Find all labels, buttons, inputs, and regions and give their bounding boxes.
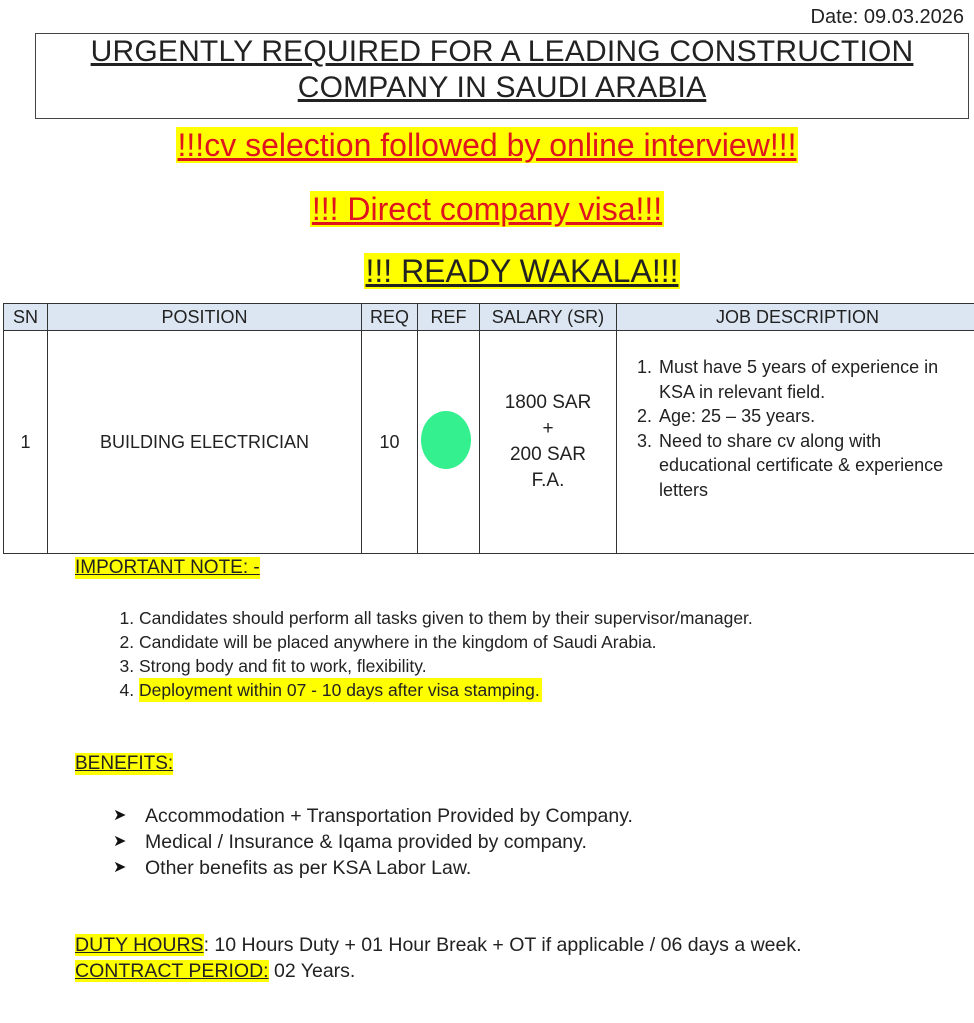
job-description-list — [617, 355, 974, 502]
duty-hours-label: DUTY HOURS — [75, 934, 204, 956]
list-item: 2. Age: 25 – 35 years. — [657, 404, 974, 429]
cv-selection-banner — [0, 126, 974, 164]
cell-req: 10 — [362, 331, 418, 554]
table-row — [4, 331, 974, 554]
important-note-label: IMPORTANT NOTE: - — [75, 557, 260, 578]
title-line-2: COMPANY IN SAUDI ARABIA — [297, 71, 707, 104]
list-item: 3. Need to share cv along with educational certificate & experience letters — [657, 429, 974, 503]
job-table — [3, 303, 974, 554]
document-date: Date: 09.03.2026 — [810, 6, 964, 28]
cell-sn: 1 — [4, 331, 48, 554]
ready-wakala-banner — [35, 252, 974, 290]
cell-ref — [418, 331, 480, 554]
salary-fa-label: F.A. — [531, 470, 565, 491]
arrow-bullet-icon: ➤ — [113, 833, 127, 850]
benefit-text: Other benefits as per KSA Labor Law. — [145, 857, 472, 879]
salary-basic: 1800 SAR — [504, 392, 592, 413]
title-box — [35, 33, 969, 119]
list-item: 2. Candidate will be placed anywhere in the kingdom of Saudi Arabia. — [139, 630, 753, 654]
arrow-bullet-icon: ➤ — [113, 807, 127, 824]
duty-hours-value: : 10 Hours Duty + 01 Hour Break + OT if applicable / 06 days a week. — [203, 934, 802, 956]
cv-selection-text: !!!cv selection followed by online interview!!! — [177, 127, 797, 163]
contract-period-value: 02 Years. — [268, 960, 356, 982]
header-job-description: JOB DESCRIPTION — [617, 304, 974, 331]
duty-hours-line — [75, 932, 802, 958]
cell-position: BUILDING ELECTRICIAN — [48, 331, 362, 554]
list-item-highlighted: 4. Deployment within 07 - 10 days after visa stamping. — [139, 678, 542, 702]
header-req: REQ — [362, 304, 418, 331]
cell-job-description — [617, 331, 974, 554]
ready-wakala-text: !!! READY WAKALA!!! — [365, 253, 679, 289]
direct-visa-text: !!! Direct company visa!!! — [311, 191, 663, 227]
benefit-text: Medical / Insurance & Iqama provided by company. — [145, 831, 587, 853]
header-ref: REF — [418, 304, 480, 331]
benefits-list — [113, 803, 633, 881]
list-item — [113, 829, 633, 855]
contract-period-line — [75, 958, 355, 984]
cell-salary — [480, 331, 617, 554]
table-header-row — [4, 304, 974, 331]
header-salary: SALARY (SR) — [480, 304, 617, 331]
arrow-bullet-icon: ➤ — [113, 859, 127, 876]
benefits-label: BENEFITS: — [75, 753, 174, 774]
contract-period-label: CONTRACT PERIOD: — [75, 960, 269, 982]
list-item: 3. Strong body and fit to work, flexibility. — [139, 654, 753, 678]
list-item — [113, 803, 633, 829]
header-position: POSITION — [48, 304, 362, 331]
redaction-blob — [421, 411, 471, 469]
important-note-list — [106, 606, 753, 702]
list-item: 1. Must have 5 years of experience in KSA in relevant field. — [657, 355, 974, 404]
benefit-text: Accommodation + Transportation Provided by Company. — [145, 805, 633, 827]
list-item — [113, 855, 633, 881]
salary-food-allowance: 200 SAR — [509, 444, 587, 465]
salary-plus: + — [542, 418, 554, 439]
title-line-1: URGENTLY REQUIRED FOR A LEADING CONSTRUCTION — [90, 35, 914, 68]
direct-visa-banner — [0, 190, 974, 228]
list-item: 1. Candidates should perform all tasks given to them by their supervisor/manager. — [139, 606, 753, 630]
header-sn: SN — [4, 304, 48, 331]
